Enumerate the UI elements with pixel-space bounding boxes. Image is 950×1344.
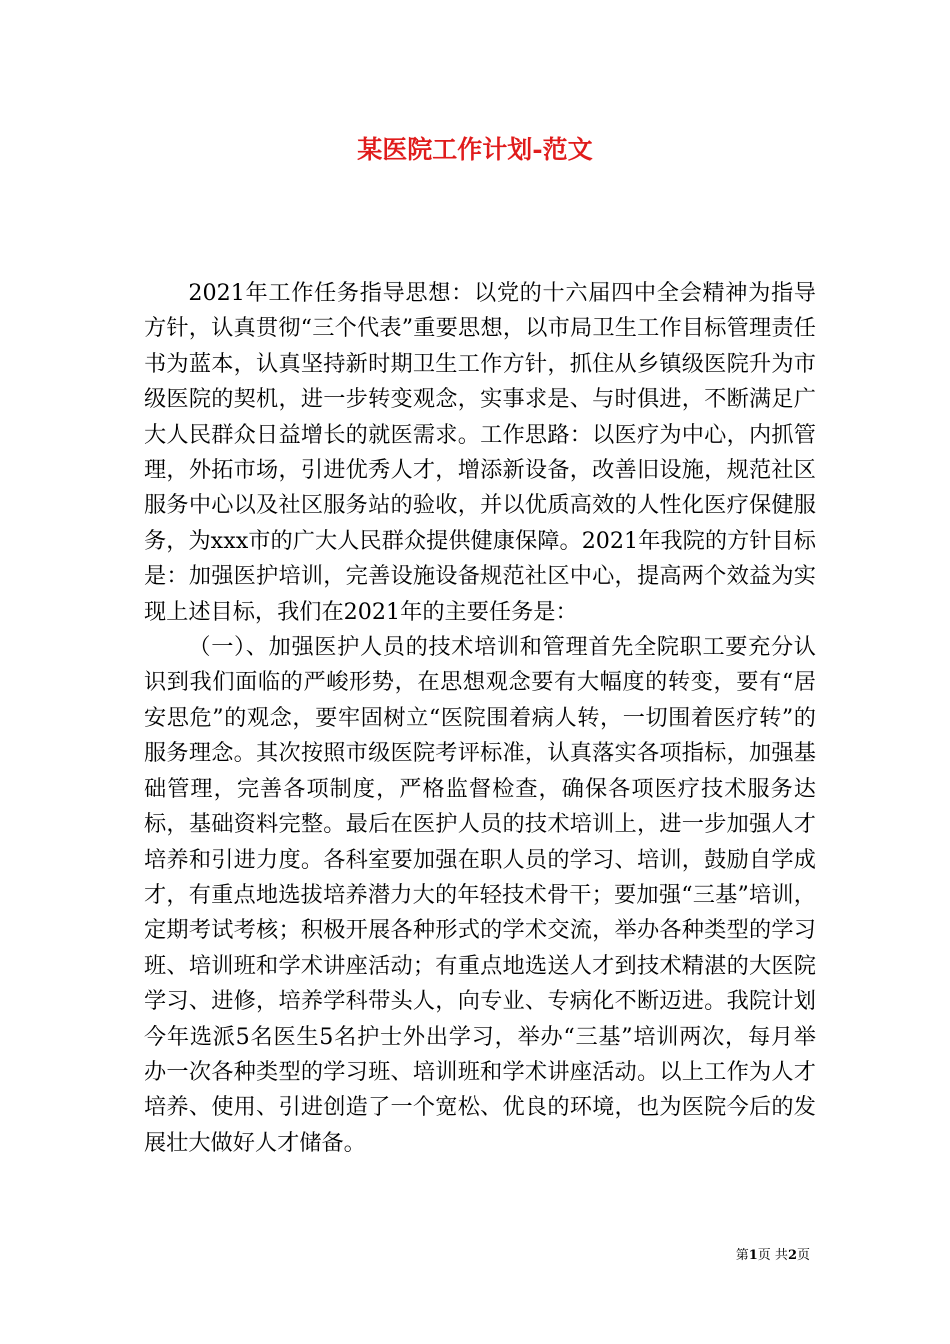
document-body — [144, 276, 816, 1161]
footer-total-pages: 2 — [787, 1248, 797, 1263]
footer-suffix: 页 — [796, 1248, 810, 1263]
footer-current-page: 1 — [748, 1248, 758, 1263]
document-title: 某医院工作计划-范文 — [357, 135, 593, 164]
footer-middle: 页 共 — [757, 1248, 788, 1263]
footer-prefix: 第 — [735, 1248, 749, 1263]
page-number-footer — [700, 1247, 810, 1265]
paragraph-training-management: （一）、加强医护人员的技术培训和管理首先全院职工要充分认识到我们面临的严峻形势，在思想观念要有大幅度的转变，要有“居安思危”的观念，要牢固树立“医院围着病人转，一切围着医疗转”的服务理念。其次按照市级医院考评标准，认真落实各项指标，加强基础管理，完善各项制度，严格监督检查，确保各项医疗技术服务达标，基础资料完整。最后在医护人员的技术培训上，进一步加强人才培养和引进力度。各科室要加强在职人员的学习、培训，鼓励自学成才，有重点地选拔培养潜力大的年轻技术骨干；要加强“三基”培训，定期考试考核；积极开展各种形式的学术交流，举办各种类型的学习班、培训班和学术讲座活动；有重点地选送人才到技术精湛的大医院学习、进修，培养学科带头人，向专业、专病化不断迈进。我院计划今年选派5名医生5名护士外出学习，举办“三基”培训两次，每月举办一次各种类型的学习班、培训班和学术讲座活动。以上工作为人才培养、使用、引进创造了一个宽松、优良的环境，也为医院今后的发展壮大做好人才储备。 — [144, 634, 816, 1156]
paragraph-guiding-thoughts: 2021年工作任务指导思想：以党的十六届四中全会精神为指导方针，认真贯彻“三个代表”重要思想，以市局卫生工作目标管理责任书为蓝本，认真坚持新时期卫生工作方针，抓住从乡镇级医院升为市级医院的契机，进一步转变观念，实事求是、与时俱进，不断满足广大人民群众日益增长的就医需求。工作思路：以医疗为中心，内抓管理，外拓市场，引进优秀人才，增添新设备，改善旧设施，规范社区服务中心以及社区服务站的验收，并以优质高效的人性化医疗保健服务，为xxx市的广大人民群众提供健康保障。2021年我院的方针目标是：加强医护培训，完善设施设备规范社区中心，提高两个效益为实现上述目标，我们在2021年的主要任务是： — [144, 280, 816, 625]
